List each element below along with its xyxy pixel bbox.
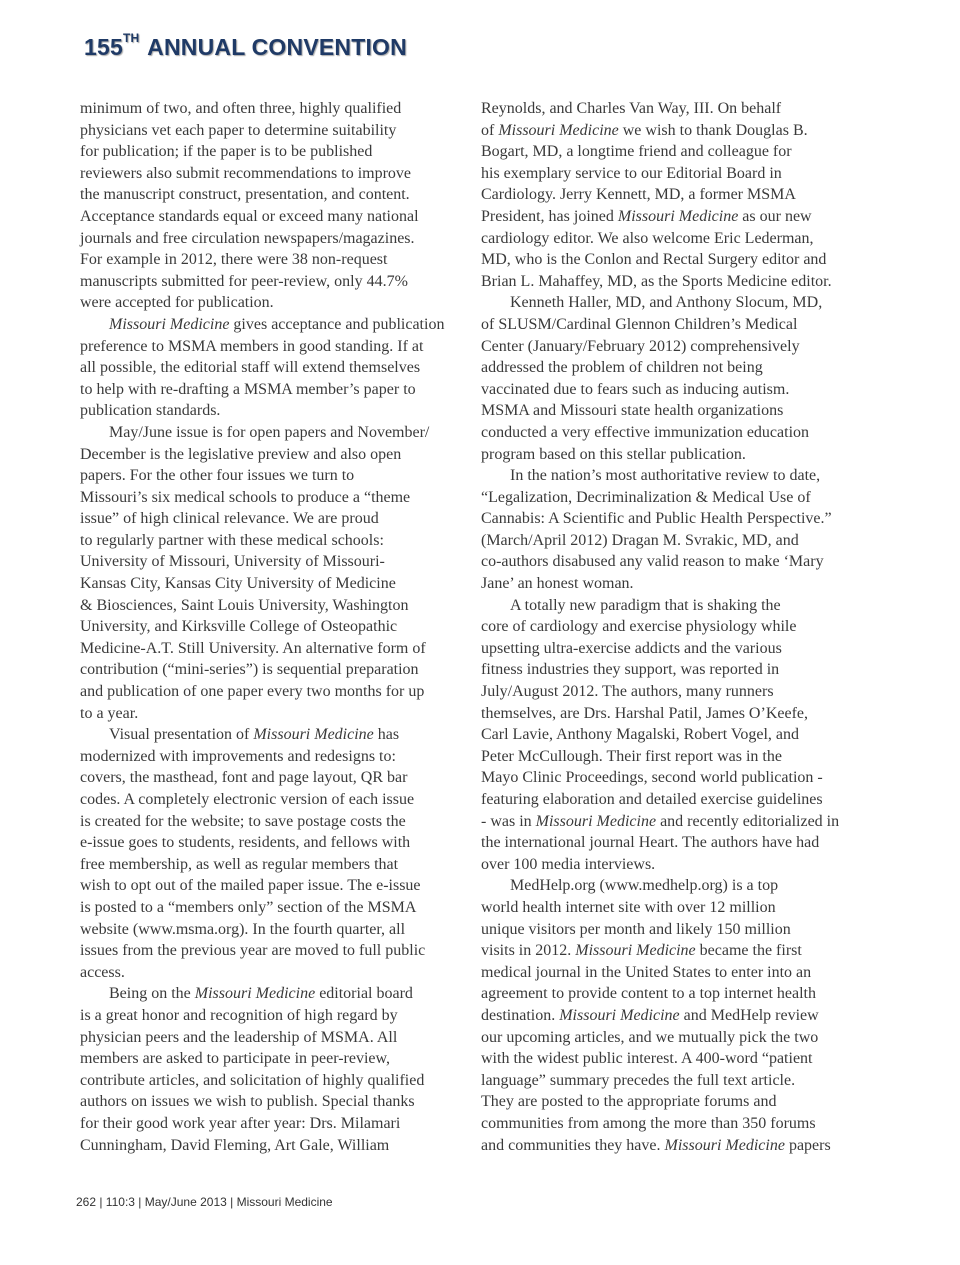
text-line <box>481 357 873 379</box>
text-line <box>80 163 472 185</box>
text-segment: for their good work year after year: Drs. Milamari <box>80 1114 401 1132</box>
text-segment: and MedHelp review <box>679 1006 819 1024</box>
header-title: ANNUAL CONVENTION <box>147 34 407 60</box>
text-segment: vaccinated due to fears such as inducing autism. <box>481 380 790 398</box>
text-segment: as our new <box>738 207 812 225</box>
text-line <box>481 98 873 120</box>
text-line <box>80 595 472 617</box>
text-segment: Being on the <box>109 985 195 1003</box>
text-segment: A totally new paradigm that is shaking the <box>510 596 781 614</box>
text-segment: preference to MSMA members in good standing. If at <box>80 337 424 355</box>
text-line <box>80 1113 472 1135</box>
text-line <box>481 465 873 487</box>
convention-number: 155 <box>84 34 123 60</box>
text-line <box>481 141 873 163</box>
text-segment: access. <box>80 963 125 981</box>
text-line <box>481 314 873 336</box>
text-line <box>80 746 472 768</box>
text-line <box>481 767 873 789</box>
text-segment: over 100 media interviews. <box>481 855 656 873</box>
text-line <box>481 962 873 984</box>
text-line <box>481 1070 873 1092</box>
text-segment: Cunningham, David Fleming, Art Gale, William <box>80 1136 390 1154</box>
text-segment: the manuscript construct, presentation, and content. <box>80 186 410 204</box>
text-segment: physician peers and the leadership of MSMA. All <box>80 1028 398 1046</box>
text-line <box>481 940 873 962</box>
text-line <box>481 1005 873 1027</box>
text-segment: issue” of high clinical relevance. We are proud <box>80 510 379 528</box>
text-segment: and communities they have. <box>481 1136 665 1154</box>
text-segment: For example in 2012, there were 38 non-request <box>80 251 388 269</box>
text-line <box>80 487 472 509</box>
text-line <box>481 530 873 552</box>
text-line <box>481 271 873 293</box>
text-line <box>80 724 472 746</box>
text-segment: Visual presentation of <box>109 726 254 744</box>
text-segment: themselves, are Drs. Harshal Patil, James O’Keefe, <box>481 704 808 722</box>
text-segment: members are asked to participate in peer-review, <box>80 1050 391 1068</box>
text-segment: papers <box>784 1136 831 1154</box>
text-segment: modernized with improvements and redesigns to: <box>80 747 396 765</box>
text-segment: contribution (“mini-series”) is sequential preparation <box>80 661 419 679</box>
text-segment: editorial board <box>315 985 413 1003</box>
text-line <box>481 595 873 617</box>
text-segment: University of Missouri, University of Missouri- <box>80 553 385 571</box>
text-line <box>80 465 472 487</box>
text-segment: Cardiology. Jerry Kennett, MD, a former MSMA <box>481 186 796 204</box>
text-line <box>80 1005 472 1027</box>
text-segment: is created for the website; to save postage costs the <box>80 812 406 830</box>
text-segment: unique visitors per month and likely 150 million <box>481 920 791 938</box>
text-segment: Medicine-A.T. Still University. An alternative form of <box>80 639 426 657</box>
text-segment: Carl Lavie, Anthony Magalski, Robert Vogel, and <box>481 726 800 744</box>
text-line <box>481 681 873 703</box>
text-line <box>481 724 873 746</box>
text-segment: Kansas City, Kansas City University of Medicine <box>80 575 396 593</box>
text-line <box>80 292 472 314</box>
text-line <box>80 1135 472 1157</box>
text-line <box>80 767 472 789</box>
text-segment: the international journal Heart. The authors have had <box>481 834 820 852</box>
text-line <box>481 379 873 401</box>
text-segment: world health internet site with over 12 million <box>481 898 776 916</box>
text-line <box>80 120 472 142</box>
text-line <box>80 530 472 552</box>
text-line <box>80 703 472 725</box>
text-line <box>80 379 472 401</box>
journal-title-italic: Missouri Medicine <box>617 207 739 225</box>
text-segment: wish to opt out of the mailed paper issue. The e-issue <box>80 877 421 895</box>
text-segment: July/August 2012. The authors, many runners <box>481 683 774 701</box>
text-segment: & Biosciences, Saint Louis University, Washington <box>80 596 409 614</box>
text-line <box>481 508 873 530</box>
text-line <box>481 573 873 595</box>
text-segment: In the nation’s most authoritative review to date, <box>510 467 821 485</box>
left-column <box>80 98 472 1156</box>
text-line <box>80 314 472 336</box>
text-segment: minimum of two, and often three, highly qualified <box>80 100 402 117</box>
text-line <box>80 789 472 811</box>
text-segment: Cannabis: A Scientific and Public Health Perspective.” <box>481 510 832 528</box>
text-segment: to help with re-drafting a MSMA member’s paper to <box>80 380 416 398</box>
text-line <box>80 184 472 206</box>
text-segment: fitness industries they support, was reported in <box>481 661 780 679</box>
text-line <box>481 832 873 854</box>
text-line <box>80 940 472 962</box>
text-line <box>80 141 472 163</box>
text-line <box>80 551 472 573</box>
text-line <box>80 444 472 466</box>
text-line <box>80 1048 472 1070</box>
journal-title-italic: Missouri Medicine <box>559 1006 680 1024</box>
text-segment: of SLUSM/Cardinal Glennon Children’s Medical <box>481 315 798 333</box>
text-line <box>481 336 873 358</box>
text-segment: we wish to thank Douglas B. <box>618 121 808 139</box>
journal-title-italic: Missouri Medicine <box>535 812 657 830</box>
text-line <box>481 551 873 573</box>
text-segment: reviewers also submit recommendations to improve <box>80 164 412 182</box>
text-line <box>481 422 873 444</box>
text-segment: “Legalization, Decriminalization & Medical Use of <box>481 488 811 506</box>
text-line <box>481 1135 873 1157</box>
text-segment: gives acceptance and publication <box>229 315 445 333</box>
text-segment: MD, who is the Conlon and Rectal Surgery editor and <box>481 251 827 269</box>
text-segment: for publication; if the paper is to be published <box>80 143 373 161</box>
text-segment: authors on issues we wish to publish. Special thanks <box>80 1093 415 1111</box>
text-line <box>481 120 873 142</box>
text-line <box>80 357 472 379</box>
text-segment: MedHelp.org (www.medhelp.org) is a top <box>510 877 779 895</box>
right-column <box>481 98 873 1156</box>
text-line <box>80 897 472 919</box>
text-segment: conducted a very effective immunization education <box>481 423 810 441</box>
text-line <box>80 832 472 854</box>
journal-title-italic: Missouri Medicine <box>253 726 374 744</box>
text-line <box>481 875 873 897</box>
text-segment: program based on this stellar publication. <box>481 445 746 463</box>
text-segment: Kenneth Haller, MD, and Anthony Slocum, MD, <box>510 294 823 312</box>
text-line <box>481 746 873 768</box>
text-segment: to regularly partner with these medical schools: <box>80 531 384 549</box>
text-segment: physicians vet each paper to determine suitability <box>80 121 397 139</box>
text-segment: Missouri’s six medical schools to produce a “theme <box>80 488 411 506</box>
text-line <box>80 962 472 984</box>
text-line <box>80 249 472 271</box>
text-line <box>481 1113 873 1135</box>
text-segment: became the first <box>695 942 802 960</box>
text-segment: papers. For the other four issues we turn to <box>80 467 355 485</box>
text-segment: Brian L. Mahaffey, MD, as the Sports Medicine editor. <box>481 272 832 290</box>
text-segment: May/June issue is for open papers and November/ <box>109 423 430 441</box>
text-segment: co-authors disabused any valid reason to make ‘Mary <box>481 553 824 571</box>
page-footer: 262 | 110:3 | May/June 2013 | Missouri Medicine <box>76 1195 333 1209</box>
text-line <box>481 983 873 1005</box>
journal-title-italic: Missouri Medicine <box>194 985 316 1003</box>
text-line <box>481 703 873 725</box>
text-line <box>80 681 472 703</box>
text-segment: manuscripts submitted for peer-review, only 44.7% <box>80 272 408 290</box>
text-segment: is posted to a “members only” section of the MSMA <box>80 898 417 916</box>
text-segment: featuring elaboration and detailed exercise guidelines <box>481 791 823 808</box>
text-line <box>481 1091 873 1113</box>
text-segment: and recently editorialized in <box>656 812 840 830</box>
text-segment: website (www.msma.org). In the fourth quarter, all <box>80 920 406 938</box>
text-line <box>481 487 873 509</box>
text-segment: They are posted to the appropriate forums and <box>481 1093 777 1111</box>
text-segment: is a great honor and recognition of high regard by <box>80 1006 398 1024</box>
text-segment: Acceptance standards equal or exceed many national <box>80 207 419 225</box>
text-segment: all possible, the editorial staff will extend themselves <box>80 359 421 377</box>
text-line <box>80 271 472 293</box>
text-segment: (March/April 2012) Dragan M. Svrakic, MD, and <box>481 531 799 549</box>
page-header <box>84 31 407 61</box>
text-segment: e-issue goes to students, residents, and fellows with <box>80 834 411 852</box>
text-segment: addressed the problem of children not being <box>481 359 763 377</box>
text-line <box>80 638 472 660</box>
text-segment: language” summary precedes the full text article. <box>481 1071 796 1089</box>
journal-title-italic: Missouri Medicine <box>575 942 696 960</box>
text-segment: with the widest public interest. A 400-word “patient <box>481 1050 813 1068</box>
text-line <box>80 336 472 358</box>
text-line <box>481 228 873 250</box>
text-line <box>481 206 873 228</box>
text-line <box>80 98 472 120</box>
text-segment: upsetting ultra-exercise addicts and the various <box>481 639 782 657</box>
text-segment: contribute articles, and solicitation of highly qualified <box>80 1071 425 1089</box>
text-line <box>481 616 873 638</box>
text-line <box>80 228 472 250</box>
text-line <box>481 854 873 876</box>
text-segment: University, and Kirksville College of Osteopathic <box>80 618 398 636</box>
text-line <box>80 919 472 941</box>
text-line <box>481 659 873 681</box>
text-segment: Center (January/February 2012) comprehensively <box>481 337 800 355</box>
text-segment: President, has joined <box>481 207 618 225</box>
text-segment: to a year. <box>80 704 139 722</box>
text-segment: medical journal in the United States to enter into an <box>481 963 812 981</box>
text-line <box>481 919 873 941</box>
text-line <box>80 400 472 422</box>
text-line <box>80 1027 472 1049</box>
text-line <box>80 422 472 444</box>
text-segment: agreement to provide content to a top internet health <box>481 985 816 1003</box>
text-line <box>481 638 873 660</box>
text-line <box>80 1091 472 1113</box>
text-line <box>80 983 472 1005</box>
ordinal-suffix: TH <box>122 31 140 45</box>
text-segment: visits in 2012. <box>481 942 576 960</box>
text-segment: were accepted for publication. <box>80 294 274 312</box>
text-line <box>80 573 472 595</box>
text-segment: cardiology editor. We also welcome Eric Lederman, <box>481 229 814 247</box>
text-segment: journals and free circulation newspapers/magazines. <box>80 229 415 247</box>
text-line <box>80 811 472 833</box>
text-segment: of <box>481 121 499 139</box>
journal-title-italic: Missouri Medicine <box>498 121 619 139</box>
text-segment: communities from among the more than 350 forums <box>481 1114 816 1132</box>
journal-title-italic: Missouri Medicine <box>109 315 230 333</box>
text-segment: has <box>373 726 400 744</box>
text-segment: issues from the previous year are moved to full public <box>80 942 426 960</box>
journal-title-italic: Missouri Medicine <box>664 1136 785 1154</box>
text-segment: Peter McCullough. Their first report was in the <box>481 747 782 765</box>
text-line <box>80 616 472 638</box>
text-line <box>481 1027 873 1049</box>
text-segment: his exemplary service to our Editorial Board in <box>481 164 782 182</box>
text-segment: codes. A completely electronic version of each issue <box>80 791 415 808</box>
text-segment: Bogart, MD, a longtime friend and colleague for <box>481 143 792 161</box>
text-line <box>80 875 472 897</box>
text-line <box>481 249 873 271</box>
text-line <box>80 206 472 228</box>
text-segment: Reynolds, and Charles Van Way, III. On behalf <box>481 100 782 117</box>
text-line <box>481 400 873 422</box>
text-line <box>80 1070 472 1092</box>
text-line <box>80 659 472 681</box>
text-segment: Jane’ an honest woman. <box>481 575 634 593</box>
text-segment: December is the legislative preview and also open <box>80 445 402 463</box>
text-segment: covers, the masthead, font and page layout, QR bar <box>80 769 408 787</box>
text-line <box>481 292 873 314</box>
text-segment: publication standards. <box>80 402 221 420</box>
text-line <box>481 897 873 919</box>
text-segment: Mayo Clinic Proceedings, second world publication - <box>481 769 823 787</box>
text-segment: our upcoming articles, and we mutually pick the two <box>481 1028 819 1046</box>
text-segment: free membership, as well as regular members that <box>80 855 399 873</box>
text-line <box>481 811 873 833</box>
text-segment: and publication of one paper every two months for up <box>80 683 425 701</box>
text-segment: destination. <box>481 1006 560 1024</box>
text-line <box>481 444 873 466</box>
text-segment: core of cardiology and exercise physiology while <box>481 618 797 636</box>
text-segment: - was in <box>481 812 536 830</box>
text-line <box>481 184 873 206</box>
text-segment: MSMA and Missouri state health organizations <box>481 402 784 420</box>
text-line <box>80 508 472 530</box>
text-line <box>481 789 873 811</box>
text-line <box>481 163 873 185</box>
text-line <box>80 854 472 876</box>
text-line <box>481 1048 873 1070</box>
